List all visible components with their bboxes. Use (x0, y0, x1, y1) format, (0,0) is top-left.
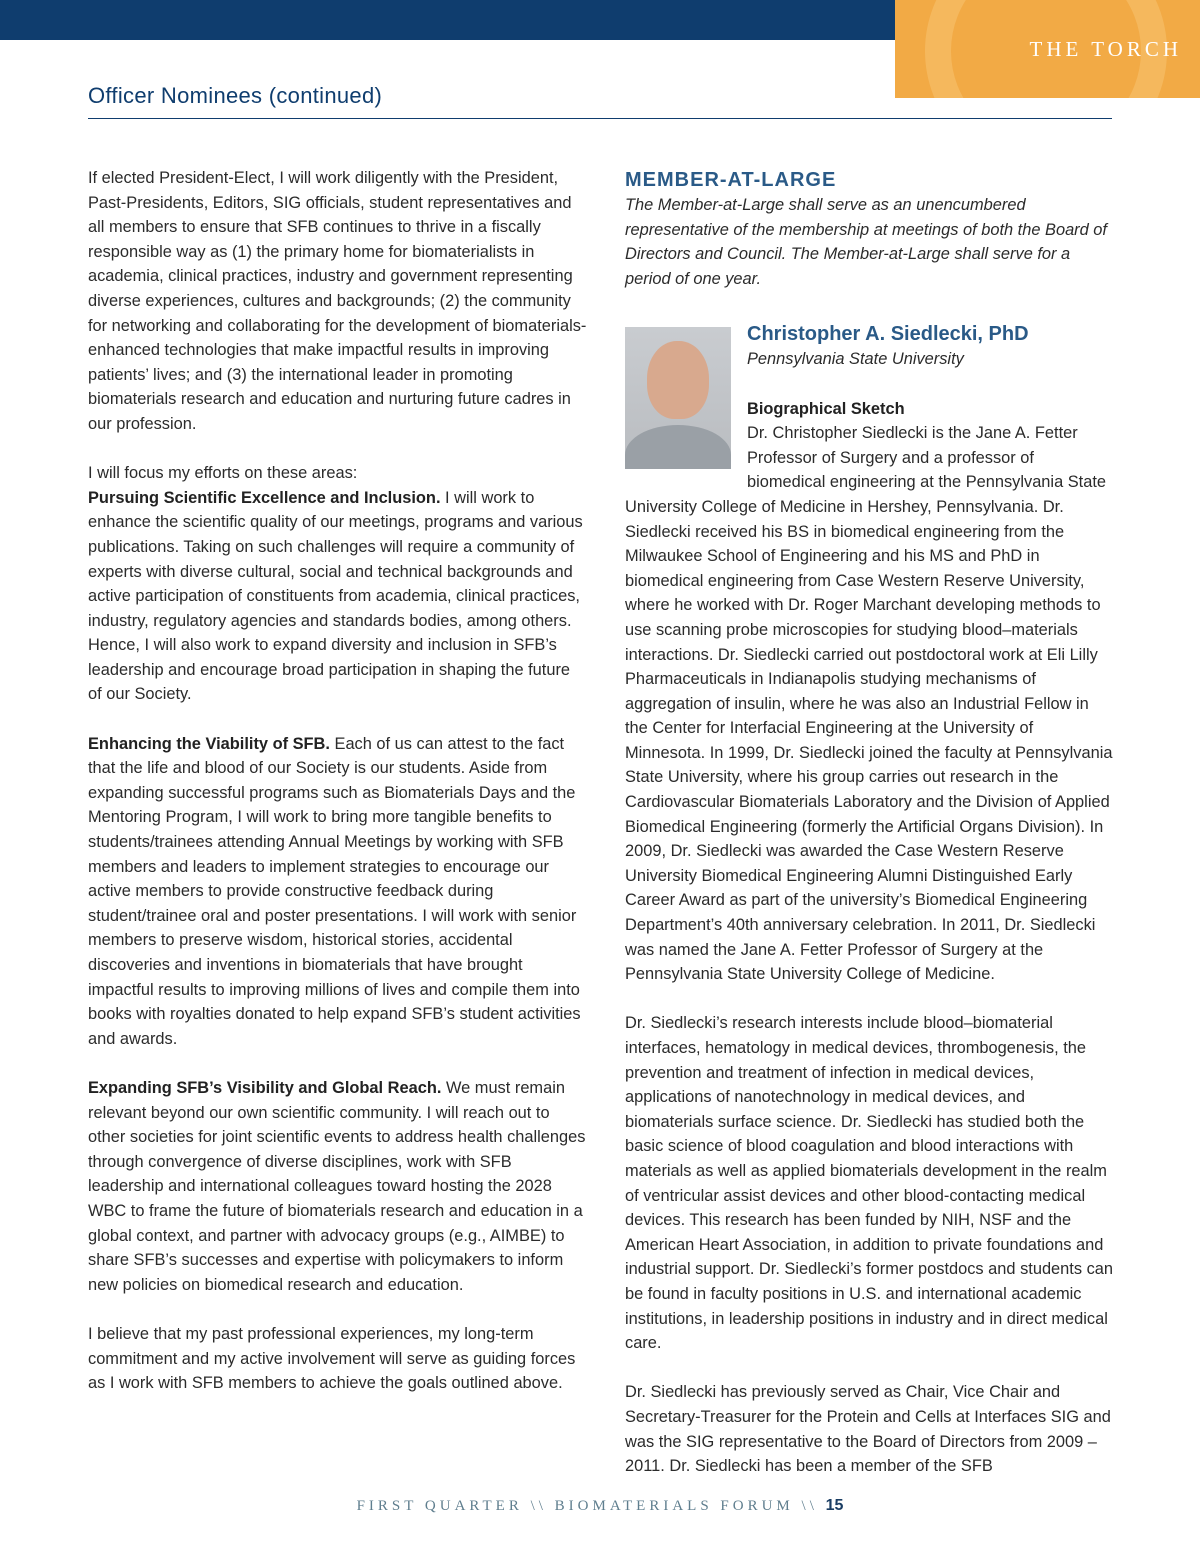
focus-area (88, 1076, 588, 1297)
page-footer (0, 1497, 1200, 1515)
footer-issue-text: FIRST QUARTER \\ BIOMATERIALS FORUM \\ (356, 1498, 826, 1514)
focus-area (88, 486, 588, 707)
section-divider (88, 118, 1112, 119)
focus-area-title: Pursuing Scientific Excellence and Inclusion. (88, 488, 441, 507)
intro-paragraph: If elected President-Elect, I will work diligently with the President, Past-Presidents, Editors, SIG officials, student representatives and all members to ensure that SFB continues to thrive in a fiscally responsible way as (1) the primary home for biomaterialists in academia, clinical practices, industry and government representing diverse experiences, cultures and backgrounds; (2) the community for networking and collaborating for the development of biomaterials-enhanced technologies that make impactful results in improving patients’ lives; and (3) the international leader in promoting biomaterials research and education and nurturing future cadres in our profession. (88, 169, 587, 433)
section-title: Officer Nominees (continued) (88, 83, 383, 108)
publication-tab-label: THE TORCH (1029, 37, 1182, 61)
focus-area-title: Expanding SFB’s Visibility and Global Reach. (88, 1078, 442, 1097)
page-number: 15 (825, 1497, 844, 1514)
bio-heading: Biographical Sketch (747, 399, 905, 418)
nominee-name: Christopher A. Siedlecki, PhD (747, 323, 1029, 346)
position-description: The Member-at-Large shall serve as an unencumbered representative of the membership at meetings of both the Board of Directors and Council. The Member-at-Large shall serve for a period of one year. (625, 196, 1107, 288)
focus-area-text: Each of us can attest to the fact that the life and blood of our Society is our students. Aside from expanding successful programs such as Biomaterials Days and the Mentoring Program, I will work to bring more tangible benefits to students/trainees attending Annual Meetings by working with SFB members and leaders to implement strategies to encourage our active members to provide constructive feedback during student/trainee oral and poster presentations. I will work with senior members to preserve wisdom, historical stories, accidental discoveries and inventions in biomaterials that have brought impactful results to improving millions of lives and compile them into books with royalties donated to help expand SFB’s student activities and awards. (88, 734, 581, 1048)
closing-paragraph: I believe that my past professional experiences, my long-term commitment and my active involvement will serve as guiding forces as I work with SFB members to achieve the goals outlined above. (88, 1324, 576, 1393)
right-column (625, 166, 1115, 1479)
position-heading: MEMBER-AT-LARGE (625, 169, 837, 191)
nominee-affiliation: Pennsylvania State University (747, 350, 964, 369)
publication-tab (895, 0, 1200, 98)
focus-area-text: I will work to enhance the scientific quality of our meetings, programs and various publications. Taking on such challenges will require a community of experts with diverse cultural, social and technical backgrounds and active participation of constituents from academia, clinical practices, industry, regulatory agencies and standards bodies, among others. Hence, I will also work to expand diversity and inclusion in SFB’s leadership and encourage broad participation in shaping the future of our Society. (88, 488, 583, 704)
focus-area-text: We must remain relevant beyond our own scientific community. I will reach out to other societies for joint scientific events to address health challenges through convergence of diverse disciplines, work with SFB leadership and international colleagues toward hosting the 2028 WBC to frame the future of biomaterials research and education in a global context, and partner with advocacy groups (e.g., AIMBE) to share SFB’s successes and expertise with policymakers to inform new policies on biomedical research and education. (88, 1078, 586, 1294)
focus-area-title: Enhancing the Viability of SFB. (88, 734, 330, 753)
photo-head-shape (647, 341, 709, 419)
photo-shirt-shape (625, 425, 731, 469)
bio-paragraph: Dr. Siedlecki has previously served as Chair, Vice Chair and Secretary-Treasurer for the Protein and Cells at Interfaces SIG and was the SIG representative to the Board of Directors from 2009 – 2011. Dr. Siedlecki has been a member of the SFB (625, 1383, 1111, 1476)
bio-paragraph: Dr. Siedlecki’s research interests include blood–biomaterial interfaces, hematology in medical devices, thrombogenesis, the prevention and treatment of infection in medical devices, applications of nanotechnology in medical devices, and biomaterials surface science. Dr. Siedlecki has studied both the basic science of blood coagulation and blood interactions with materials as well as applied biomaterials development in the realm of ventricular assist devices and other blood-contacting medical devices. This research has been funded by NIH, NSF and the American Heart Association, in addition to private foundations and industrial support. Dr. Siedlecki’s former postdocs and students can be found in faculty positions in U.S. and international academic institutions, in leadership positions in industry and in direct medical care. (625, 1014, 1114, 1353)
focus-lead: I will focus my efforts on these areas: (88, 464, 358, 483)
nominee-profile (625, 321, 1115, 986)
nominee-photo (625, 327, 731, 469)
bio-paragraph: Dr. Christopher Siedlecki is the Jane A. Fetter Professor of Surgery and a professor of biomedical engineering at the Pennsylvania State University College of Medicine in Hershey, Pennsylvania. Dr. Siedlecki received his BS in biomedical engineering from the Milwaukee School of Engineering and his MS and PhD in biomedical engineering from Case Western Reserve University, where he worked with Dr. Roger Marchant developing methods to use scanning probe microscopies for studying blood–materials interactions. Dr. Siedlecki carried out postdoctoral work at Eli Lilly Pharmaceuticals in Indianapolis studying mechanisms of aggregation of insulin, where he was also an Industrial Fellow in the Center for Interfacial Engineering at the University of Minnesota. In 1999, Dr. Siedlecki joined the faculty at Pennsylvania State University, where his group carries out research in the Cardiovascular Biomaterials Laboratory and the Division of Applied Biomedical Engineering (formerly the Artificial Organs Division). In 2009, Dr. Siedlecki was awarded the Case Western Reserve University Biomedical Engineering Alumni Distinguished Early Career Award as part of the university’s Biomedical Engineering Department’s 40th anniversary celebration. In 2011, Dr. Siedlecki was named the Jane A. Fetter Professor of Surgery at the Pennsylvania State University College of Medicine. (625, 424, 1113, 984)
focus-area (88, 732, 588, 1052)
left-column (88, 166, 588, 1396)
